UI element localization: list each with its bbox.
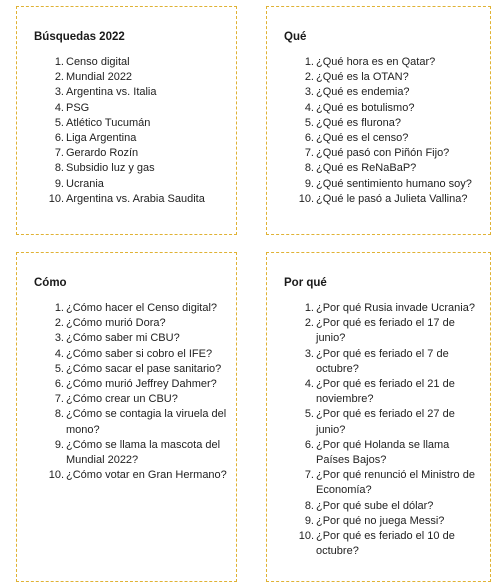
list-item-text: ¿Cómo murió Dora? (66, 317, 166, 330)
list-item (267, 499, 490, 514)
list-item-text: Censo digital (66, 56, 130, 68)
list-item-number: 3. (54, 332, 64, 345)
list-item-number: 5. (304, 116, 314, 129)
list-item (17, 55, 236, 70)
por-que-list (267, 301, 490, 559)
list-item-text: ¿Por qué Rusia invade Ucrania? (316, 302, 475, 314)
list-item-text: ¿Cómo murió Jeffrey Dahmer? (66, 378, 217, 391)
list-item-number: 4. (54, 101, 64, 114)
card-title-busquedas: Búsquedas 2022 (34, 31, 125, 43)
card-title-que: Qué (284, 31, 307, 43)
list-item-text: ¿Por qué es feriado el 21 de noviembre? (316, 378, 455, 406)
list-item-text: Mundial 2022 (66, 71, 133, 84)
list-item-text: ¿Qué es ReNaBaP? (316, 162, 417, 175)
list-item (17, 438, 236, 468)
card-por-que (266, 252, 491, 582)
list-item-number: 8. (54, 162, 64, 175)
list-item (267, 438, 490, 468)
list-item (267, 301, 490, 316)
list-item (17, 362, 236, 377)
list-item (17, 131, 236, 146)
list-item-number: 7. (54, 147, 64, 160)
list-item-number: 1. (304, 302, 314, 314)
list-item-number: 7. (54, 393, 64, 406)
list-item-number: 7. (304, 147, 314, 160)
list-item-number: 3. (304, 347, 314, 360)
list-item-number: 4. (304, 101, 314, 114)
list-item-text: ¿Por qué es feriado el 7 de octubre? (316, 347, 449, 375)
list-item (17, 468, 236, 483)
list-item (267, 131, 490, 146)
list-item-number: 10. (48, 469, 64, 482)
list-item-number: 9. (54, 438, 64, 451)
list-item-text: ¿Qué es endemia? (316, 86, 410, 99)
list-item-number: 3. (54, 86, 64, 99)
list-item-text: ¿Cómo hacer el Censo digital? (66, 302, 218, 314)
list-item-text: PSG (66, 101, 90, 114)
list-item (267, 316, 490, 346)
list-item-text: ¿Por qué es feriado el 10 de octubre? (316, 530, 455, 558)
list-item-number: 9. (54, 177, 64, 190)
list-item-number: 6. (54, 378, 64, 391)
list-item-text: Liga Argentina (66, 132, 137, 145)
list-item-text: Atlético Tucumán (66, 116, 151, 129)
card-title-como: Cómo (34, 277, 67, 289)
list-item-number: 10. (298, 192, 314, 205)
list-item (17, 101, 236, 116)
list-item-text: Argentina vs. Italia (66, 86, 157, 99)
list-item-number: 5. (304, 408, 314, 421)
list-item-text: ¿Qué pasó con Piñón Fijo? (316, 147, 450, 160)
list-item (267, 529, 490, 559)
list-item-text: ¿Cómo sacar el pase sanitario? (66, 362, 222, 375)
que-list (267, 55, 490, 207)
list-item-number: 8. (304, 162, 314, 175)
list-item (17, 347, 236, 362)
list-item (267, 85, 490, 100)
list-item-text: ¿Cómo se llama la mascota del Mundial 2022? (66, 438, 221, 467)
list-item (17, 331, 236, 346)
list-item-number: 5. (54, 362, 64, 375)
list-item (17, 192, 236, 207)
card-como (16, 252, 237, 582)
list-item-text: ¿Cómo se contagia la viruela del mono? (66, 408, 227, 436)
list-item (267, 70, 490, 85)
list-item-text: ¿Qué es botulismo? (316, 101, 415, 114)
list-item (17, 161, 236, 176)
list-item (267, 407, 490, 437)
list-item-number: 4. (54, 347, 64, 360)
list-item-number: 1. (54, 56, 64, 68)
list-item (267, 377, 490, 407)
list-item-text: Argentina vs. Arabia Saudita (66, 192, 205, 205)
como-list (17, 301, 236, 483)
list-item-number: 2. (54, 317, 64, 330)
list-item-number: 7. (304, 469, 314, 482)
list-item (17, 146, 236, 161)
list-item (267, 101, 490, 116)
list-item (17, 316, 236, 331)
list-item-text: ¿Por qué es feriado el 27 de junio? (316, 408, 455, 436)
list-item-text: ¿Qué es el censo? (316, 132, 409, 145)
list-item-number: 9. (304, 514, 314, 527)
list-item-text: ¿Qué es la OTAN? (316, 71, 409, 84)
list-item (17, 85, 236, 100)
list-item-text: ¿Por qué es feriado el 17 de junio? (316, 317, 455, 345)
list-item (17, 392, 236, 407)
list-item (17, 377, 236, 392)
list-item-text: ¿Por qué Holanda se llama Países Bajos? (316, 438, 450, 467)
card-title-por-que: Por qué (284, 277, 327, 289)
list-item-number: 8. (54, 408, 64, 421)
list-item-text: Subsidio luz y gas (66, 162, 155, 175)
list-item-number: 2. (304, 71, 314, 84)
list-item-number: 8. (304, 499, 314, 512)
list-item-text: Gerardo Rozín (66, 147, 139, 160)
list-item (17, 70, 236, 85)
list-item (17, 177, 236, 192)
list-item-text: ¿Cómo crear un CBU? (66, 393, 178, 406)
list-item-text: ¿Qué le pasó a Julieta Vallina? (316, 192, 468, 205)
list-item (267, 55, 490, 70)
list-item (267, 192, 490, 207)
list-item-number: 10. (48, 192, 64, 205)
list-item-text: ¿Cómo votar en Gran Hermano? (66, 469, 227, 482)
list-item-number: 10. (298, 530, 314, 543)
list-item (17, 116, 236, 131)
list-item-text: ¿Qué sentimiento humano soy? (316, 177, 472, 190)
list-item (267, 514, 490, 529)
card-que (266, 6, 491, 235)
list-item-number: 5. (54, 116, 64, 129)
list-item-number: 2. (54, 71, 64, 84)
list-item-text: ¿Por qué renunció el Ministro de Economía? (316, 469, 475, 497)
list-item-text: ¿Cómo saber mi CBU? (66, 332, 180, 345)
list-item-number: 1. (304, 56, 314, 68)
list-item-text: ¿Por qué no juega Messi? (316, 514, 445, 527)
busquedas-list (17, 55, 236, 207)
list-item-text: ¿Qué hora es en Qatar? (316, 56, 436, 68)
card-busquedas-2022 (16, 6, 237, 235)
list-item-number: 9. (304, 177, 314, 190)
list-item-text: ¿Cómo saber si cobro el IFE? (66, 347, 213, 360)
list-item (267, 468, 490, 498)
list-item (17, 301, 236, 316)
list-item-text: Ucrania (66, 177, 104, 190)
list-item-number: 2. (304, 317, 314, 330)
list-item (17, 407, 236, 437)
list-item-number: 6. (304, 132, 314, 145)
list-item (267, 347, 490, 377)
list-item (267, 116, 490, 131)
list-item (267, 146, 490, 161)
list-item-text: ¿Por qué sube el dólar? (316, 499, 434, 512)
list-item (267, 177, 490, 192)
list-item-text: ¿Qué es flurona? (316, 116, 401, 129)
list-item-number: 4. (304, 378, 314, 391)
list-item-number: 6. (54, 132, 64, 145)
list-item-number: 1. (54, 302, 64, 314)
list-item-number: 3. (304, 86, 314, 99)
list-item (267, 161, 490, 176)
list-item-number: 6. (304, 438, 314, 451)
